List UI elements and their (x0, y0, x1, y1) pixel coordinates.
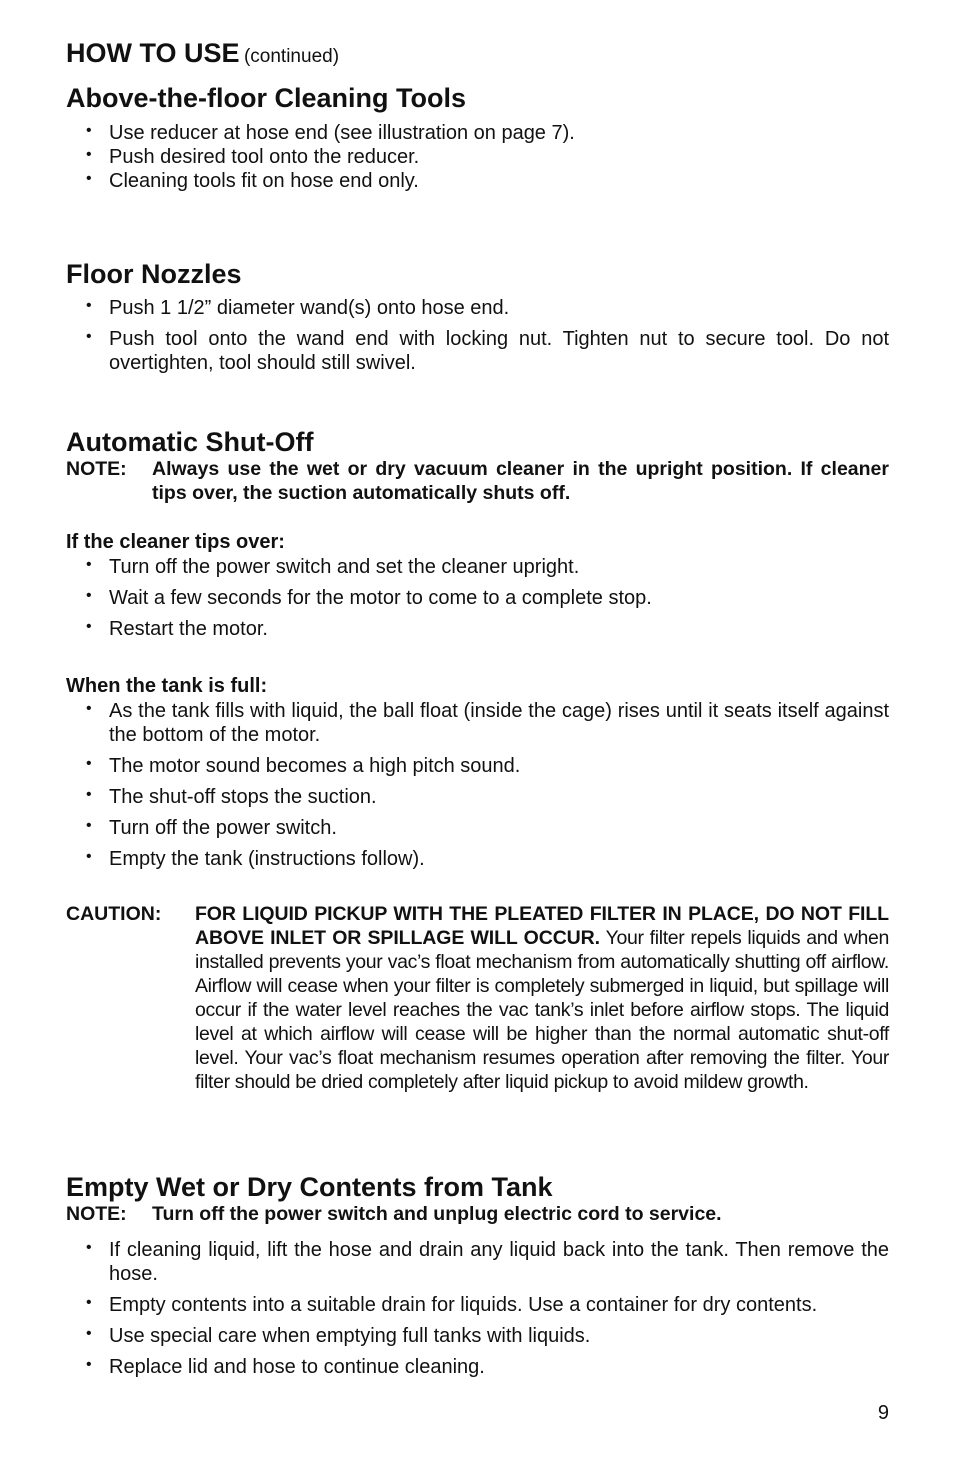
caution-bold-text: FOR LIQUID PICKUP WITH THE PLEATED FILTER IN PLACE, DO NOT FILL ABOVE INLET OR SPILLAGE WILL OCCUR. (195, 903, 889, 949)
empty-tank-note (66, 1202, 889, 1226)
list-item: • The motor sound becomes a high pitch sound. (86, 754, 889, 778)
tips-over-heading: If the cleaner tips over: (66, 531, 285, 553)
empty-tank-list (86, 1238, 889, 1386)
list-item: • Cleaning tools fit on hose end only. (86, 169, 889, 193)
tank-full-heading: When the tank is full: (66, 675, 268, 697)
page-header (66, 38, 339, 69)
floor-nozzles-list (86, 296, 889, 382)
note-label: NOTE: (66, 458, 127, 480)
tank-full-list (86, 699, 889, 878)
page-number: 9 (877, 1402, 889, 1424)
list-item: • The shut-off stops the suction. (86, 785, 889, 809)
caution-label: CAUTION: (66, 903, 162, 925)
caution-body-text: Your filter repels liquids and when installed prevents your vac’s float mechanism from automatically shutting off airflow. Airflow will cease when your filter is completely submerged in liquid, but spillage will occur if the water level reaches the vac tank’s inlet before airflow stops. The liquid level at which airflow will cease will be higher than the normal automatic shut-off level. Your vac’s float mechanism resumes operation after removing the filter. Your filter should be dried completely after liquid pickup to avoid mildew growth. (195, 927, 890, 1093)
shutoff-heading: Automatic Shut-Off (66, 427, 314, 457)
list-item: • Replace lid and hose to continue cleaning. (86, 1355, 889, 1379)
list-item: • Empty the tank (instructions follow). (86, 847, 889, 871)
continued-label: (continued) (243, 46, 340, 67)
shutoff-note (66, 457, 889, 505)
note-text: Turn off the power switch and unplug electric cord to service. (152, 1203, 722, 1225)
list-item: • Turn off the power switch and set the cleaner upright. (86, 555, 889, 579)
list-item: • Push 1 1/2” diameter wand(s) onto hose end. (86, 296, 889, 320)
list-item: • Push tool onto the wand end with locking nut. Tighten nut to secure tool. Do not overtighten, tool should still swivel. (86, 327, 889, 375)
list-item: • As the tank fills with liquid, the ball float (inside the cage) rises until it seats itself against the bottom of the motor. (86, 699, 889, 747)
manual-page (66, 0, 889, 1475)
list-item: • Use reducer at hose end (see illustration on page 7). (86, 121, 889, 145)
caution-block (66, 902, 889, 1094)
list-item: • Use special care when emptying full tanks with liquids. (86, 1324, 889, 1348)
list-item: • Push desired tool onto the reducer. (86, 145, 889, 169)
tips-over-list (86, 555, 889, 648)
list-item: • Wait a few seconds for the motor to come to a complete stop. (86, 586, 889, 610)
list-item: • If cleaning liquid, lift the hose and drain any liquid back into the tank. Then remove the hose. (86, 1238, 889, 1286)
floor-nozzles-heading: Floor Nozzles (66, 259, 242, 289)
caution-text (195, 902, 889, 1094)
note-text: Always use the wet or dry vacuum cleaner in the upright position. If cleaner tips over, the suction automatically shuts off. (152, 458, 889, 504)
empty-tank-heading: Empty Wet or Dry Contents from Tank (66, 1172, 553, 1202)
list-item: • Empty contents into a suitable drain for liquids. Use a container for dry contents. (86, 1293, 889, 1317)
note-label: NOTE: (66, 1203, 127, 1225)
list-item: • Turn off the power switch. (86, 816, 889, 840)
section-title: HOW TO USE (66, 38, 240, 68)
list-item: • Restart the motor. (86, 617, 889, 641)
above-floor-list (86, 121, 889, 193)
above-floor-heading: Above-the-floor Cleaning Tools (66, 83, 466, 113)
